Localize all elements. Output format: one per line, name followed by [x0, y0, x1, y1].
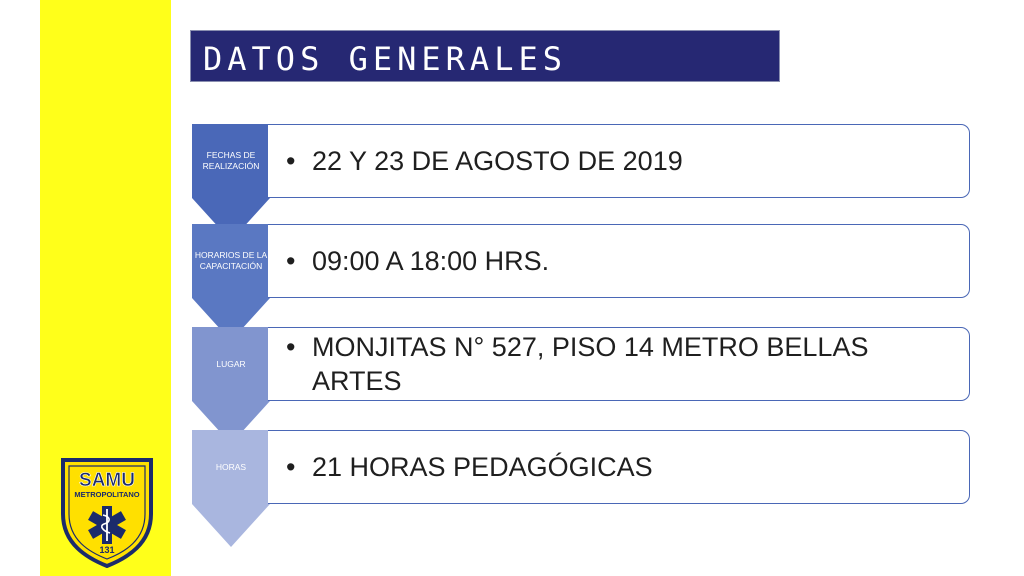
slide-title: DATOS GENERALES [203, 40, 567, 78]
row-value-box [268, 124, 970, 198]
row-label: HORARIOS DE LA CAPACITACIÓN [194, 250, 268, 271]
info-row [190, 327, 972, 445]
row-label: HORAS [215, 461, 247, 472]
row-value: 22 Y 23 DE AGOSTO DE 2019 [312, 146, 683, 176]
row-value: 09:00 A 18:00 HRS. [312, 246, 550, 276]
chevron-label-block [190, 430, 270, 548]
logo-subtitle: METROPOLITANO [74, 490, 140, 499]
row-value-box [268, 327, 970, 401]
row-value-box [268, 430, 970, 504]
info-row [190, 224, 972, 342]
row-label: FECHAS DE REALIZACIÓN [202, 150, 260, 171]
samu-logo [55, 452, 159, 568]
row-value: MONJITAS N° 527, PISO 14 METRO BELLAS ARTES [312, 332, 869, 396]
row-label: LUGAR [216, 358, 246, 369]
title-banner [190, 30, 780, 82]
logo-number: 131 [99, 545, 115, 555]
bullet-icon: • [286, 246, 296, 276]
info-row [190, 430, 972, 548]
bullet-icon: • [286, 146, 296, 176]
bullet-icon: • [286, 452, 296, 482]
logo-name: SAMU [79, 470, 135, 491]
row-value-box [268, 224, 970, 298]
row-value: 21 HORAS PEDAGÓGICAS [312, 452, 653, 482]
chevron-label-block [190, 224, 270, 342]
bullet-icon: • [286, 332, 296, 362]
chevron-label-block [190, 327, 270, 445]
